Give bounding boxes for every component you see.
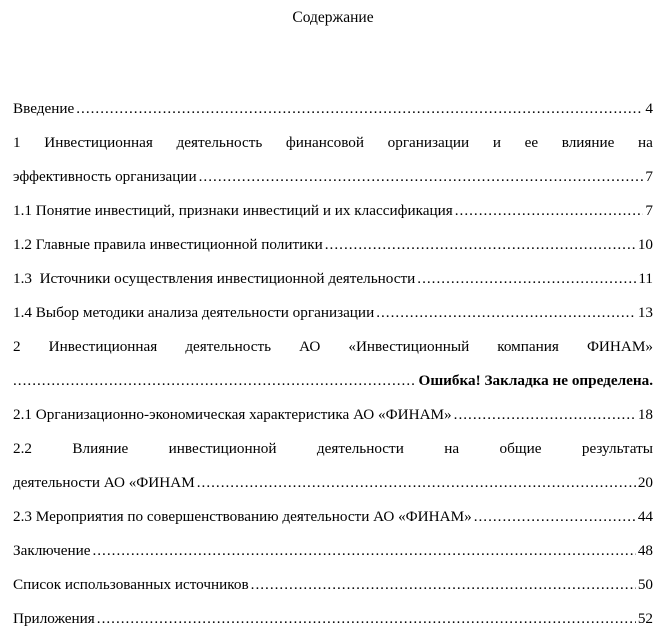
toc-leader-dots — [376, 302, 636, 324]
table-of-contents — [13, 98, 653, 642]
toc-entry-title: 2.1 Организационно-экономическая характеристика АО «ФИНАМ» — [13, 406, 452, 423]
bookmark-error-text: Ошибка! Закладка не определена. — [418, 372, 653, 389]
toc-word: 2.2 — [13, 440, 32, 457]
toc-leader-dots — [417, 268, 636, 290]
toc-word: 2 — [13, 338, 21, 355]
toc-leader-dots — [325, 234, 636, 256]
toc-word: Инвестиционная — [48, 338, 158, 355]
toc-entry-title-line-1 — [13, 438, 653, 472]
toc-entry-title-line-2: деятельности АО «ФИНАМ — [13, 474, 195, 491]
toc-page-number: 10 — [637, 236, 653, 253]
toc-page-number: 13 — [637, 304, 653, 321]
toc-entry-conclusion[interactable] — [13, 540, 653, 574]
toc-word: ее — [524, 134, 539, 151]
toc-word: ФИНАМ» — [586, 338, 653, 355]
toc-page-number: 20 — [637, 474, 653, 491]
toc-page-number: 7 — [645, 168, 653, 185]
toc-entry-title: Введение — [13, 100, 75, 117]
toc-leader-dots — [199, 166, 644, 188]
toc-leader-dots — [454, 404, 636, 426]
toc-entry-title: 2.3 Мероприятия по совершенствованию деятельности АО «ФИНАМ» — [13, 508, 472, 525]
toc-entry-1-2[interactable] — [13, 234, 653, 268]
toc-entry-1-4[interactable] — [13, 302, 653, 336]
toc-word: инвестиционной — [168, 440, 277, 457]
toc-entry-introduction[interactable] — [13, 98, 653, 132]
toc-page-number: 4 — [645, 100, 653, 117]
toc-word: результаты — [581, 440, 653, 457]
toc-entry-references[interactable] — [13, 574, 653, 608]
toc-word: на — [638, 134, 653, 151]
toc-entry-title-line-1 — [13, 132, 653, 166]
toc-leader-dots — [13, 370, 417, 392]
toc-page-number: 50 — [637, 576, 653, 593]
toc-entry-title: 1.3 Источники осуществления инвестиционной деятельности — [13, 270, 416, 287]
toc-entry-title: 1.1 Понятие инвестиций, признаки инвестиций и их классификация — [13, 202, 453, 219]
toc-leader-dots — [474, 506, 636, 528]
toc-entry-title-line-2: эффективность организации — [13, 168, 197, 185]
toc-word: влияние — [561, 134, 615, 151]
toc-page-number: 48 — [637, 542, 653, 559]
toc-word: на — [444, 440, 460, 457]
toc-entry-title: 1.2 Главные правила инвестиционной политики — [13, 236, 323, 253]
toc-entry-title: Заключение — [13, 542, 91, 559]
toc-word: и — [492, 134, 501, 151]
toc-entry-title: Список использованных источников — [13, 576, 249, 593]
toc-word: Инвестиционная — [44, 134, 153, 151]
toc-entry-2-3[interactable] — [13, 506, 653, 540]
toc-word: АО — [299, 338, 321, 355]
toc-word: компания — [497, 338, 559, 355]
toc-page-number: 7 — [645, 202, 653, 219]
toc-word: деятельность — [185, 338, 272, 355]
toc-word: деятельности — [316, 440, 404, 457]
toc-leader-dots — [97, 608, 636, 630]
toc-word: организации — [387, 134, 470, 151]
toc-leader-dots — [92, 540, 635, 562]
toc-entry-title: Приложения — [13, 610, 95, 627]
page-title: Содержание — [292, 9, 374, 26]
toc-page-number: 18 — [637, 406, 653, 423]
toc-leader-dots — [251, 574, 636, 596]
toc-entry-chapter-2[interactable] — [13, 336, 653, 404]
toc-entry-1-3[interactable] — [13, 268, 653, 302]
toc-entry-2-1[interactable] — [13, 404, 653, 438]
toc-entry-appendices[interactable] — [13, 608, 653, 642]
toc-leader-dots — [76, 98, 643, 120]
toc-word: общие — [499, 440, 542, 457]
toc-leader-dots — [197, 472, 636, 494]
toc-page-number: 44 — [637, 508, 653, 525]
toc-leader-dots — [455, 200, 644, 222]
toc-page-number: 52 — [637, 610, 653, 627]
toc-word: «Инвестиционный — [348, 338, 470, 355]
toc-entry-chapter-1[interactable] — [13, 132, 653, 200]
toc-word: Влияние — [72, 440, 129, 457]
toc-word: 1 — [13, 134, 21, 151]
toc-word: деятельность — [176, 134, 263, 151]
toc-entry-title-line-1 — [13, 336, 653, 370]
toc-entry-title: 1.4 Выбор методики анализа деятельности организации — [13, 304, 375, 321]
toc-entry-1-1[interactable] — [13, 200, 653, 234]
toc-page-number: 11 — [638, 270, 653, 287]
toc-entry-2-2[interactable] — [13, 438, 653, 506]
toc-word: финансовой — [285, 134, 364, 151]
